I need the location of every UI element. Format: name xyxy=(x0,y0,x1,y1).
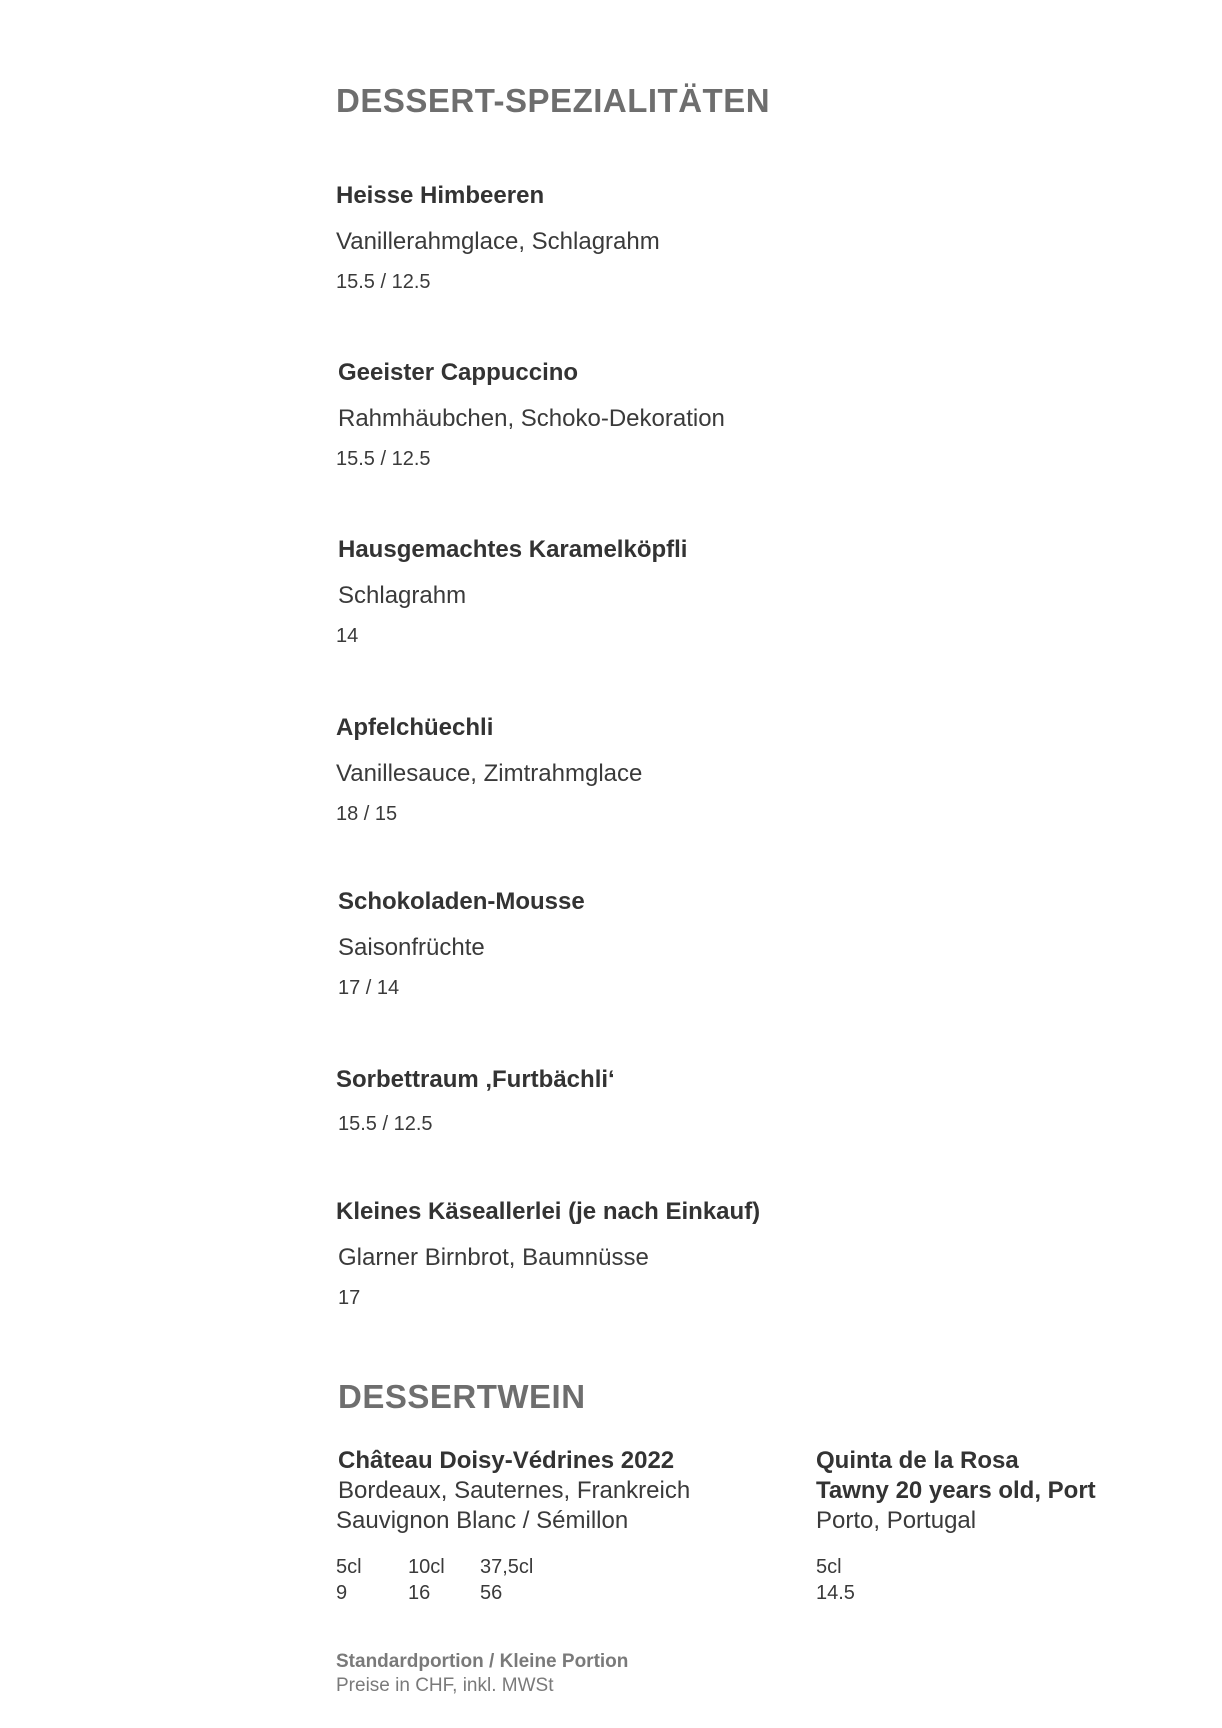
item-price: 14 xyxy=(336,625,359,647)
wine-size: 5cl xyxy=(336,1556,362,1578)
item-description: Rahmhäubchen, Schoko-Dekoration xyxy=(338,405,725,432)
wine-quinta-de-la-rosa xyxy=(816,1446,1222,1606)
wine-price: 56 xyxy=(480,1582,503,1604)
menu-item-karamelkoepfli xyxy=(338,534,1038,650)
item-description: Vanillerahmglace, Schlagrahm xyxy=(336,228,660,255)
item-price: 17 xyxy=(338,1287,361,1309)
wine-size: 10cl xyxy=(408,1556,445,1578)
item-price: 15.5 / 12.5 xyxy=(338,1113,433,1135)
item-price: 18 / 15 xyxy=(336,803,398,825)
wine-name: Quinta de la Rosa xyxy=(816,1447,1019,1474)
menu-item-schokoladen-mousse xyxy=(338,886,1038,1002)
wine-price-table xyxy=(816,1554,1222,1606)
menu-item-apfelchueechli xyxy=(336,712,1036,828)
wine-grapes: Sauvignon Blanc / Sémillon xyxy=(336,1507,629,1534)
wine-doisy-vedrines xyxy=(338,1446,758,1606)
wine-price-table xyxy=(336,1554,758,1606)
wine-size: 5cl xyxy=(816,1556,842,1578)
price-note: Preise in CHF, inkl. MWSt xyxy=(336,1675,554,1696)
item-name: Sorbettraum ‚Furtbächli‘ xyxy=(336,1066,615,1093)
menu-item-kaeseallerlei xyxy=(336,1196,1036,1312)
item-price: 17 / 14 xyxy=(338,977,400,999)
item-name: Apfelchüechli xyxy=(336,714,494,741)
menu-item-geeister-cappuccino xyxy=(338,357,1038,473)
menu-item-heisse-himbeeren xyxy=(336,180,1036,296)
item-description: Glarner Birnbrot, Baumnüsse xyxy=(338,1244,649,1271)
item-price: 15.5 / 12.5 xyxy=(336,271,431,293)
item-price: 15.5 / 12.5 xyxy=(336,448,431,470)
footer-note xyxy=(336,1650,628,1698)
wine-name-detail: Tawny 20 years old, Port xyxy=(816,1477,1096,1504)
item-name: Geeister Cappuccino xyxy=(338,359,579,386)
wine-region: Bordeaux, Sauternes, Frankreich xyxy=(338,1477,691,1504)
dessertwein-section-title: DESSERTWEIN xyxy=(338,1378,586,1415)
item-name: Kleines Käseallerlei (je nach Einkauf) xyxy=(336,1198,761,1225)
item-name: Heisse Himbeeren xyxy=(336,182,545,209)
wine-price: 9 xyxy=(336,1582,348,1604)
item-description: Vanillesauce, Zimtrahmglace xyxy=(336,760,643,787)
item-description: Schlagrahm xyxy=(338,582,467,609)
dessert-section-title: DESSERT-SPEZIALITÄTEN xyxy=(336,82,771,119)
wine-region: Porto, Portugal xyxy=(816,1507,977,1534)
item-name: Hausgemachtes Karamelköpfli xyxy=(338,536,688,563)
item-description: Saisonfrüchte xyxy=(338,934,485,961)
portion-legend: Standardportion / Kleine Portion xyxy=(336,1651,629,1672)
wine-name: Château Doisy-Védrines 2022 xyxy=(338,1447,675,1474)
item-name: Schokoladen-Mousse xyxy=(338,888,585,915)
wine-price: 16 xyxy=(408,1582,431,1604)
wine-price: 14.5 xyxy=(816,1582,855,1604)
menu-item-sorbettraum xyxy=(336,1064,1036,1138)
wine-size: 37,5cl xyxy=(480,1556,534,1578)
